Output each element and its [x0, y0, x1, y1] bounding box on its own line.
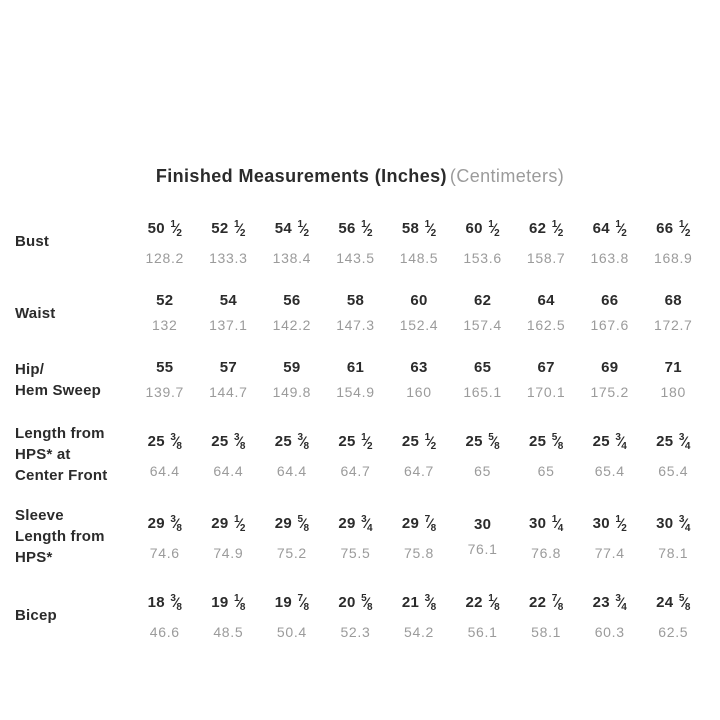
size-cell	[260, 213, 324, 270]
inches-value: 19 $^1⁄_8$	[211, 593, 246, 613]
inches-value: 25 $^3⁄_8$	[274, 432, 310, 452]
centimeters-value: 75.5	[340, 545, 371, 561]
centimeters-value: 168.9	[654, 250, 693, 266]
inches-value: 22 $^1⁄_8$	[465, 593, 500, 613]
size-cell	[642, 426, 706, 483]
centimeters-value: 139.7	[145, 384, 185, 400]
centimeters-value: 149.8	[272, 384, 312, 400]
inches-value: 66	[601, 292, 619, 309]
size-cell	[197, 289, 261, 337]
table-row	[15, 505, 705, 568]
inches-value: 68	[664, 292, 682, 309]
centimeters-value: 157.4	[463, 317, 502, 333]
size-cell	[324, 289, 388, 337]
row-label	[15, 303, 133, 324]
size-cell	[324, 426, 388, 483]
row-label	[15, 423, 133, 486]
centimeters-value: 60.3	[594, 624, 625, 640]
inches-value: 23 $^3⁄_4$	[592, 593, 627, 613]
size-cell	[451, 289, 515, 337]
size-cell	[324, 508, 388, 565]
centimeters-value: 58.1	[531, 624, 562, 640]
inches-value: 24 $^5⁄_8$	[656, 593, 691, 613]
size-cell	[133, 426, 197, 483]
inches-value: 29 $^7⁄_8$	[401, 514, 437, 534]
inches-value: 25 $^5⁄_8$	[465, 432, 500, 452]
size-cell	[642, 356, 706, 404]
centimeters-value: 170.1	[526, 384, 566, 400]
inches-value: 63	[410, 359, 428, 376]
row-label-line: Length from	[15, 528, 105, 545]
size-cell	[451, 513, 515, 561]
row-label-line: Sleeve	[15, 507, 64, 524]
inches-value: 30	[473, 515, 492, 533]
inches-value: 52	[156, 292, 174, 309]
size-cell	[578, 587, 642, 644]
inches-value: 56 $^1⁄_2$	[338, 219, 373, 239]
inches-value: 62	[473, 292, 492, 309]
size-cell	[197, 426, 261, 483]
row-label	[15, 231, 133, 252]
inches-value: 59	[283, 359, 301, 376]
inches-value: 60 $^1⁄_2$	[465, 219, 500, 239]
size-cell	[642, 508, 706, 565]
size-cell	[514, 587, 578, 644]
size-cell	[260, 356, 324, 404]
size-cell	[133, 289, 197, 337]
inches-value: 22 $^7⁄_8$	[529, 593, 564, 613]
inches-value: 56	[283, 292, 301, 309]
row-label-line: Bust	[15, 233, 50, 250]
centimeters-value: 148.5	[399, 250, 439, 266]
inches-value: 29 $^3⁄_4$	[338, 514, 373, 534]
measurements-table	[15, 213, 705, 644]
size-cell	[260, 508, 324, 565]
centimeters-value: 56.1	[467, 624, 498, 640]
size-cell	[387, 213, 451, 270]
table-row	[15, 356, 705, 404]
size-cell	[514, 426, 578, 483]
size-cell	[324, 213, 388, 270]
inches-value: 65	[473, 359, 492, 376]
centimeters-value: 180	[660, 384, 687, 400]
table-row	[15, 423, 705, 486]
size-cell	[451, 587, 515, 644]
size-cell	[133, 587, 197, 644]
size-cell	[324, 356, 388, 404]
centimeters-value: 74.9	[213, 545, 244, 561]
size-cell	[387, 426, 451, 483]
size-cell	[514, 289, 578, 337]
table-row	[15, 587, 705, 644]
size-cell	[578, 508, 642, 565]
size-cell	[133, 356, 197, 404]
centimeters-value: 76.1	[467, 540, 498, 557]
inches-value: 69	[601, 359, 619, 376]
size-cell	[197, 356, 261, 404]
inches-value: 29 $^5⁄_8$	[274, 514, 310, 534]
centimeters-value: 77.4	[594, 545, 625, 561]
centimeters-value: 163.8	[590, 250, 629, 266]
table-row	[15, 213, 705, 270]
centimeters-value: 48.5	[213, 624, 244, 640]
centimeters-value: 52.3	[340, 624, 371, 640]
size-cell	[451, 426, 515, 483]
centimeters-value: 50.4	[276, 624, 307, 640]
title-inches: Finished Measurements (Inches)	[155, 166, 447, 186]
row-label	[15, 505, 133, 568]
centimeters-value: 64.7	[340, 463, 371, 479]
centimeters-value: 138.4	[272, 250, 312, 266]
size-cell	[578, 426, 642, 483]
size-cell	[197, 587, 261, 644]
inches-value: 55	[156, 359, 174, 376]
centimeters-value: 154.9	[336, 384, 375, 400]
row-label-line: Length from	[15, 425, 105, 442]
centimeters-value: 128.2	[145, 250, 185, 266]
inches-value: 25 $^3⁄_8$	[211, 432, 246, 452]
inches-value: 21 $^3⁄_8$	[401, 593, 437, 613]
centimeters-value: 54.2	[404, 624, 435, 640]
inches-value: 25 $^5⁄_8$	[529, 432, 564, 452]
inches-value: 64	[537, 292, 555, 309]
inches-value: 25 $^3⁄_4$	[656, 432, 691, 452]
centimeters-value: 158.7	[526, 250, 566, 266]
size-cell	[451, 356, 515, 404]
centimeters-value: 167.6	[590, 317, 629, 333]
size-cell	[642, 213, 706, 270]
centimeters-value: 132	[152, 317, 178, 333]
centimeters-value: 160	[406, 384, 432, 400]
row-label-line: Waist	[15, 304, 56, 322]
inches-value: 67	[537, 359, 555, 376]
size-cell	[387, 587, 451, 644]
centimeters-value: 65	[537, 463, 555, 479]
inches-value: 20 $^5⁄_8$	[338, 593, 373, 613]
centimeters-value: 75.2	[276, 545, 307, 561]
row-label-line: Hem Sweep	[15, 382, 101, 399]
inches-value: 64 $^1⁄_2$	[592, 219, 627, 239]
inches-value: 18 $^3⁄_8$	[147, 593, 182, 613]
size-cell	[387, 508, 451, 565]
size-cell	[514, 213, 578, 270]
size-cell	[642, 289, 706, 337]
inches-value: 29 $^1⁄_2$	[211, 514, 246, 534]
size-cell	[514, 356, 578, 404]
inches-value: 54	[219, 292, 237, 309]
size-cell	[451, 213, 515, 270]
inches-value: 57	[219, 359, 237, 376]
centimeters-value: 65.4	[594, 463, 625, 479]
inches-value: 25 $^3⁄_8$	[147, 432, 182, 452]
size-cell	[133, 508, 197, 565]
centimeters-value: 165.1	[463, 384, 502, 400]
size-cell	[260, 289, 324, 337]
size-cell	[578, 356, 642, 404]
row-label-line: HPS* at	[15, 446, 71, 463]
centimeters-value: 144.7	[209, 384, 248, 400]
size-cell	[133, 213, 197, 270]
size-cell	[578, 213, 642, 270]
centimeters-value: 147.3	[336, 317, 375, 333]
inches-value: 30 $^3⁄_4$	[656, 514, 691, 534]
centimeters-value: 142.2	[272, 317, 312, 333]
centimeters-value: 78.1	[658, 545, 689, 561]
inches-value: 58 $^1⁄_2$	[401, 219, 437, 239]
centimeters-value: 162.5	[526, 317, 566, 333]
row-label-line: HPS*	[15, 549, 53, 566]
centimeters-value: 75.8	[404, 545, 435, 561]
centimeters-value: 65	[474, 463, 492, 479]
centimeters-value: 137.1	[209, 317, 248, 333]
centimeters-value: 65.4	[658, 463, 689, 479]
inches-value: 62 $^1⁄_2$	[529, 219, 564, 239]
inches-value: 29 $^3⁄_8$	[147, 514, 182, 534]
row-label-line: Bicep	[15, 607, 57, 624]
centimeters-value: 74.6	[149, 545, 180, 561]
size-cell	[514, 508, 578, 565]
inches-value: 61	[346, 359, 365, 376]
centimeters-value: 64.7	[404, 463, 435, 479]
title-centimeters: (Centimeters)	[449, 166, 565, 186]
centimeters-value: 46.6	[149, 624, 180, 640]
inches-value: 50 $^1⁄_2$	[147, 219, 182, 239]
inches-value: 30 $^1⁄_4$	[529, 514, 564, 534]
size-cell	[197, 508, 261, 565]
inches-value: 52 $^1⁄_2$	[211, 219, 246, 239]
size-cell	[387, 289, 451, 337]
size-cell	[260, 587, 324, 644]
inches-value: 54 $^1⁄_2$	[274, 219, 310, 239]
page-title	[15, 166, 705, 187]
size-cell	[642, 587, 706, 644]
inches-value: 30 $^1⁄_2$	[592, 514, 627, 534]
centimeters-value: 153.6	[463, 250, 502, 266]
row-label	[15, 605, 133, 626]
row-label	[15, 359, 133, 401]
inches-value: 58	[346, 292, 365, 309]
row-label-line: Center Front	[15, 467, 108, 484]
table-row	[15, 289, 705, 337]
centimeters-value: 175.2	[590, 384, 629, 400]
inches-value: 25 $^1⁄_2$	[401, 432, 437, 452]
inches-value: 71	[664, 359, 682, 376]
size-cell	[578, 289, 642, 337]
size-cell	[324, 587, 388, 644]
centimeters-value: 76.8	[531, 545, 562, 561]
inches-value: 60	[410, 292, 428, 309]
centimeters-value: 152.4	[399, 317, 439, 333]
size-cell	[387, 356, 451, 404]
inches-value: 19 $^7⁄_8$	[274, 593, 310, 613]
inches-value: 25 $^3⁄_4$	[592, 432, 627, 452]
centimeters-value: 64.4	[149, 463, 180, 479]
centimeters-value: 172.7	[654, 317, 693, 333]
row-label-line: Hip/	[15, 361, 45, 378]
size-cell	[197, 213, 261, 270]
centimeters-value: 62.5	[658, 624, 689, 640]
size-cell	[260, 426, 324, 483]
centimeters-value: 133.3	[209, 250, 248, 266]
inches-value: 66 $^1⁄_2$	[656, 219, 691, 239]
inches-value: 25 $^1⁄_2$	[338, 432, 373, 452]
centimeters-value: 143.5	[336, 250, 375, 266]
centimeters-value: 64.4	[213, 463, 244, 479]
centimeters-value: 64.4	[276, 463, 307, 479]
